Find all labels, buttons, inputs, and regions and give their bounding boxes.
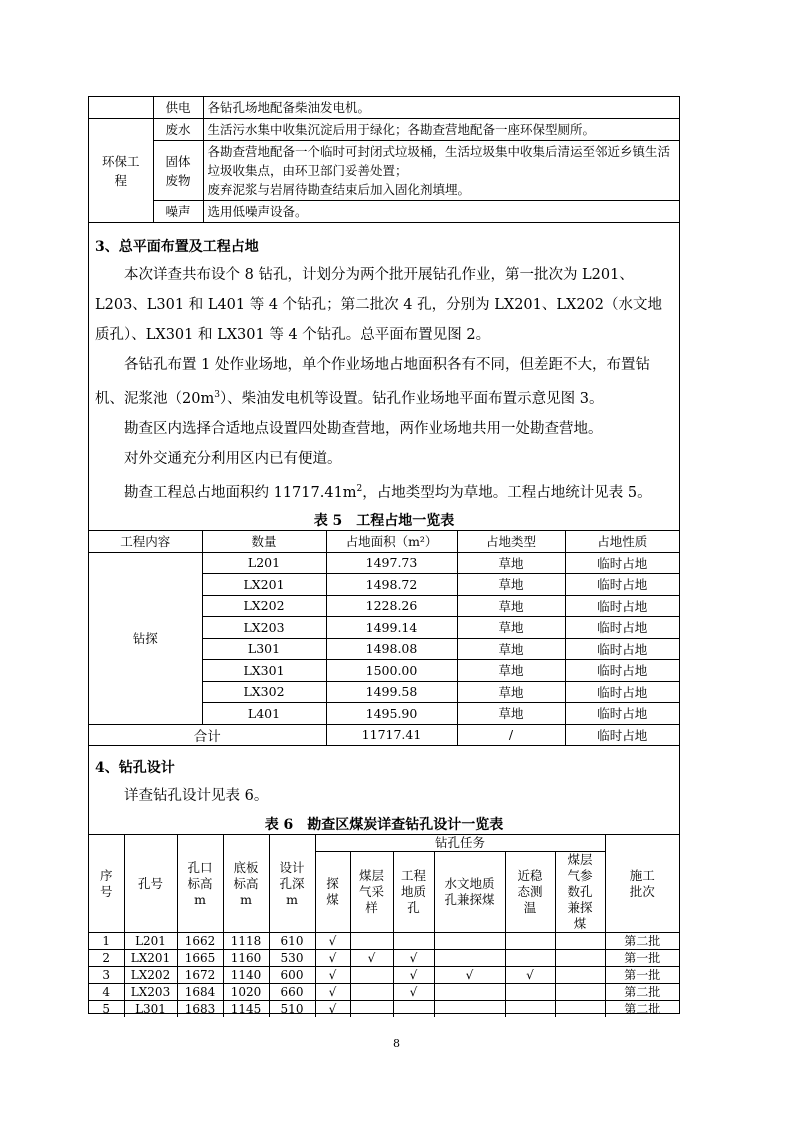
cell: 临时占地: [565, 660, 679, 682]
page-frame: [88, 96, 680, 1014]
table-row: [89, 950, 679, 967]
env-protection-table: [89, 97, 679, 223]
column-header: 占地性质: [565, 531, 679, 553]
table-row: [89, 141, 679, 201]
cell: LX201: [124, 950, 177, 967]
table-row: [89, 1001, 679, 1018]
env-desc: 选用低噪声设备。: [203, 201, 679, 223]
cell: [434, 933, 505, 950]
cell: [555, 967, 605, 984]
cell: 草地: [457, 574, 565, 596]
column-header: 设计孔深m: [269, 835, 315, 933]
cell: √: [315, 1001, 350, 1018]
cell: 5: [89, 1001, 124, 1018]
env-item: 供电: [153, 97, 203, 119]
cell: [505, 933, 555, 950]
env-desc: 各钻孔场地配备柴油发电机。: [203, 97, 679, 119]
cell: LX201: [202, 574, 326, 596]
cell: LX202: [124, 967, 177, 984]
cell: 1498.72: [326, 574, 457, 596]
cell: LX203: [124, 984, 177, 1001]
env-desc: 生活污水集中收集沉淀后用于绿化；各勘查营地配备一座环保型厕所。: [203, 119, 679, 141]
column-header: 工程内容: [89, 531, 202, 553]
cell: 草地: [457, 595, 565, 617]
cell: 临时占地: [565, 595, 679, 617]
cell: 草地: [457, 681, 565, 703]
section4-body: [95, 781, 675, 811]
cell: 510: [269, 1001, 315, 1018]
cell: [555, 933, 605, 950]
cell: 第一批: [605, 967, 679, 984]
cell: 1228.26: [326, 595, 457, 617]
paragraph: 各钻孔布置 1 处作业场地，单个作业场地占地面积各有不同，但差距不大，布置钻机、泥浆池$(20m^3)$、柴油发电机等设置。钻孔作业场地平面布置示意见图 3。: [95, 357, 650, 407]
cell: √: [393, 967, 434, 984]
page-number: 8: [393, 1037, 400, 1050]
cell: [434, 1001, 505, 1018]
column-header: 孔号: [124, 835, 177, 933]
cell: [555, 950, 605, 967]
cell: 草地: [457, 638, 565, 660]
cell: 3: [89, 967, 124, 984]
cell: 1020: [223, 984, 269, 1001]
cell: 第二批: [605, 984, 679, 1001]
cell: [555, 1001, 605, 1018]
env-item: 废水: [153, 119, 203, 141]
cell: √: [315, 984, 350, 1001]
cell: L201: [124, 933, 177, 950]
cell: 临时占地: [565, 574, 679, 596]
cell: 临时占地: [565, 552, 679, 574]
cell: √: [434, 967, 505, 984]
column-header: 施工批次: [605, 835, 679, 933]
cell: 1145: [223, 1001, 269, 1018]
table-row: [89, 201, 679, 223]
cell: [505, 950, 555, 967]
cell: 临时占地: [565, 617, 679, 639]
cell: √: [315, 933, 350, 950]
borehole-rows: [89, 933, 679, 1018]
cell: 第二批: [605, 1001, 679, 1018]
borehole-design-table: [89, 834, 679, 1017]
env-group-label: 环保工程: [89, 119, 153, 223]
land-use-table: [89, 530, 679, 746]
cell: 11717.41: [326, 724, 457, 746]
cell: 1497.73: [326, 552, 457, 574]
cell: [350, 984, 393, 1001]
paragraph: 本次详查共布设个 8 钻孔，计划分为两个批开展钻孔作业，第一批次为 L201、L203、L301 和 L401 等 4 个钻孔；第二批次 4 孔，分别为 LX201、LX202（水文地质孔）、LX301 和 LX301 等 4 个钻孔。总平面布置见图 2。: [95, 267, 662, 343]
cell: 530: [269, 950, 315, 967]
env-desc: [203, 141, 679, 201]
table-header-row: [89, 531, 679, 553]
table-row: [89, 984, 679, 1001]
cell: 4: [89, 984, 124, 1001]
cell: [505, 1001, 555, 1018]
cell: [505, 984, 555, 1001]
table-total-row: [89, 724, 679, 746]
section-heading: 4、钻孔设计: [95, 760, 175, 776]
column-header: 探煤: [315, 852, 350, 933]
cell: √: [315, 967, 350, 984]
cell: L301: [124, 1001, 177, 1018]
cell: 草地: [457, 617, 565, 639]
cell: 草地: [457, 660, 565, 682]
cell: [434, 984, 505, 1001]
env-item: 噪声: [153, 201, 203, 223]
cell: 1160: [223, 950, 269, 967]
cell: [350, 967, 393, 984]
cell: 1499.14: [326, 617, 457, 639]
task-group-header: 钻孔任务: [315, 835, 605, 852]
table-row: [89, 119, 679, 141]
paragraph: 勘查区内选择合适地点设置四处勘查营地，两作业场地共用一处勘查营地。: [124, 420, 603, 437]
cell: L201: [202, 552, 326, 574]
cell: [350, 933, 393, 950]
cell: 第二批: [605, 933, 679, 950]
cell: 临时占地: [565, 703, 679, 725]
cell: [393, 1001, 434, 1018]
column-header: 水文地质孔兼探煤: [434, 852, 505, 933]
cell: LX202: [202, 595, 326, 617]
column-header: 近稳态测温: [505, 852, 555, 933]
cell: 610: [269, 933, 315, 950]
section-heading: 3、总平面布置及工程占地: [95, 239, 259, 255]
cell: 2: [89, 950, 124, 967]
cell: 1665: [177, 950, 223, 967]
total-label: 合计: [89, 724, 326, 746]
cell: 1662: [177, 933, 223, 950]
cell: √: [393, 950, 434, 967]
cell: [434, 950, 505, 967]
column-header: 数量: [202, 531, 326, 553]
column-header: 底板标高m: [223, 835, 269, 933]
table-header-row: [89, 835, 679, 852]
cell: 草地: [457, 552, 565, 574]
group-label: 钻探: [89, 552, 202, 724]
column-header: 序号: [89, 835, 124, 933]
cell: 1495.90: [326, 703, 457, 725]
table6-caption: 表 6 勘查区煤炭详查钻孔设计一览表: [264, 817, 504, 833]
section3-body: [95, 260, 675, 508]
cell: √: [315, 950, 350, 967]
cell: 1: [89, 933, 124, 950]
cell: [350, 1001, 393, 1018]
paragraph: 对外交通充分利用区内已有便道。: [124, 450, 342, 467]
cell: 1140: [223, 967, 269, 984]
table5-caption: 表 5 工程占地一览表: [313, 513, 455, 529]
column-header: 孔口标高m: [177, 835, 223, 933]
cell: √: [505, 967, 555, 984]
cell: 草地: [457, 703, 565, 725]
column-header: 煤层气参数孔兼探煤: [555, 852, 605, 933]
cell: /: [457, 724, 565, 746]
paragraph: 勘查工程总占地面积约 $11717.41m^2$，占地类型均为草地。工程占地统计见表 5。: [124, 483, 652, 501]
table-row: [89, 552, 679, 574]
cell: 1684: [177, 984, 223, 1001]
cell: 1499.58: [326, 681, 457, 703]
cell: L401: [202, 703, 326, 725]
cell: 第一批: [605, 950, 679, 967]
cell: 1118: [223, 933, 269, 950]
cell: L301: [202, 638, 326, 660]
cell: √: [393, 984, 434, 1001]
env-item: 固体废物: [153, 141, 203, 201]
cell: √: [350, 950, 393, 967]
cell: LX302: [202, 681, 326, 703]
cell: 1498.08: [326, 638, 457, 660]
paragraph: 详查钻孔设计见表 6。: [124, 788, 269, 804]
cell: 临时占地: [565, 724, 679, 746]
cell: [393, 933, 434, 950]
cell: 临时占地: [565, 681, 679, 703]
cell: 1672: [177, 967, 223, 984]
table-row: [89, 933, 679, 950]
cell: LX203: [202, 617, 326, 639]
column-header: 工程地质孔: [393, 852, 434, 933]
cell: [555, 984, 605, 1001]
cell: 600: [269, 967, 315, 984]
table-row: [89, 967, 679, 984]
cell: 1683: [177, 1001, 223, 1018]
cell: LX301: [202, 660, 326, 682]
cell: 660: [269, 984, 315, 1001]
cell: 1500.00: [326, 660, 457, 682]
column-header: 占地面积（m²）: [326, 531, 457, 553]
column-header: 煤层气采样: [350, 852, 393, 933]
column-header: 占地类型: [457, 531, 565, 553]
table-row: [89, 97, 679, 119]
env-desc-line: 各勘查营地配备一个临时可封闭式垃圾桶，生活垃圾集中收集后清运至邻近乡镇生活垃圾收集点，由环卫部门妥善处置；: [207, 144, 671, 178]
env-group-top: [89, 97, 153, 119]
env-desc-line: 废弃泥浆与岩屑待勘查结束后加入固化剂填埋。: [207, 182, 471, 197]
cell: 临时占地: [565, 638, 679, 660]
